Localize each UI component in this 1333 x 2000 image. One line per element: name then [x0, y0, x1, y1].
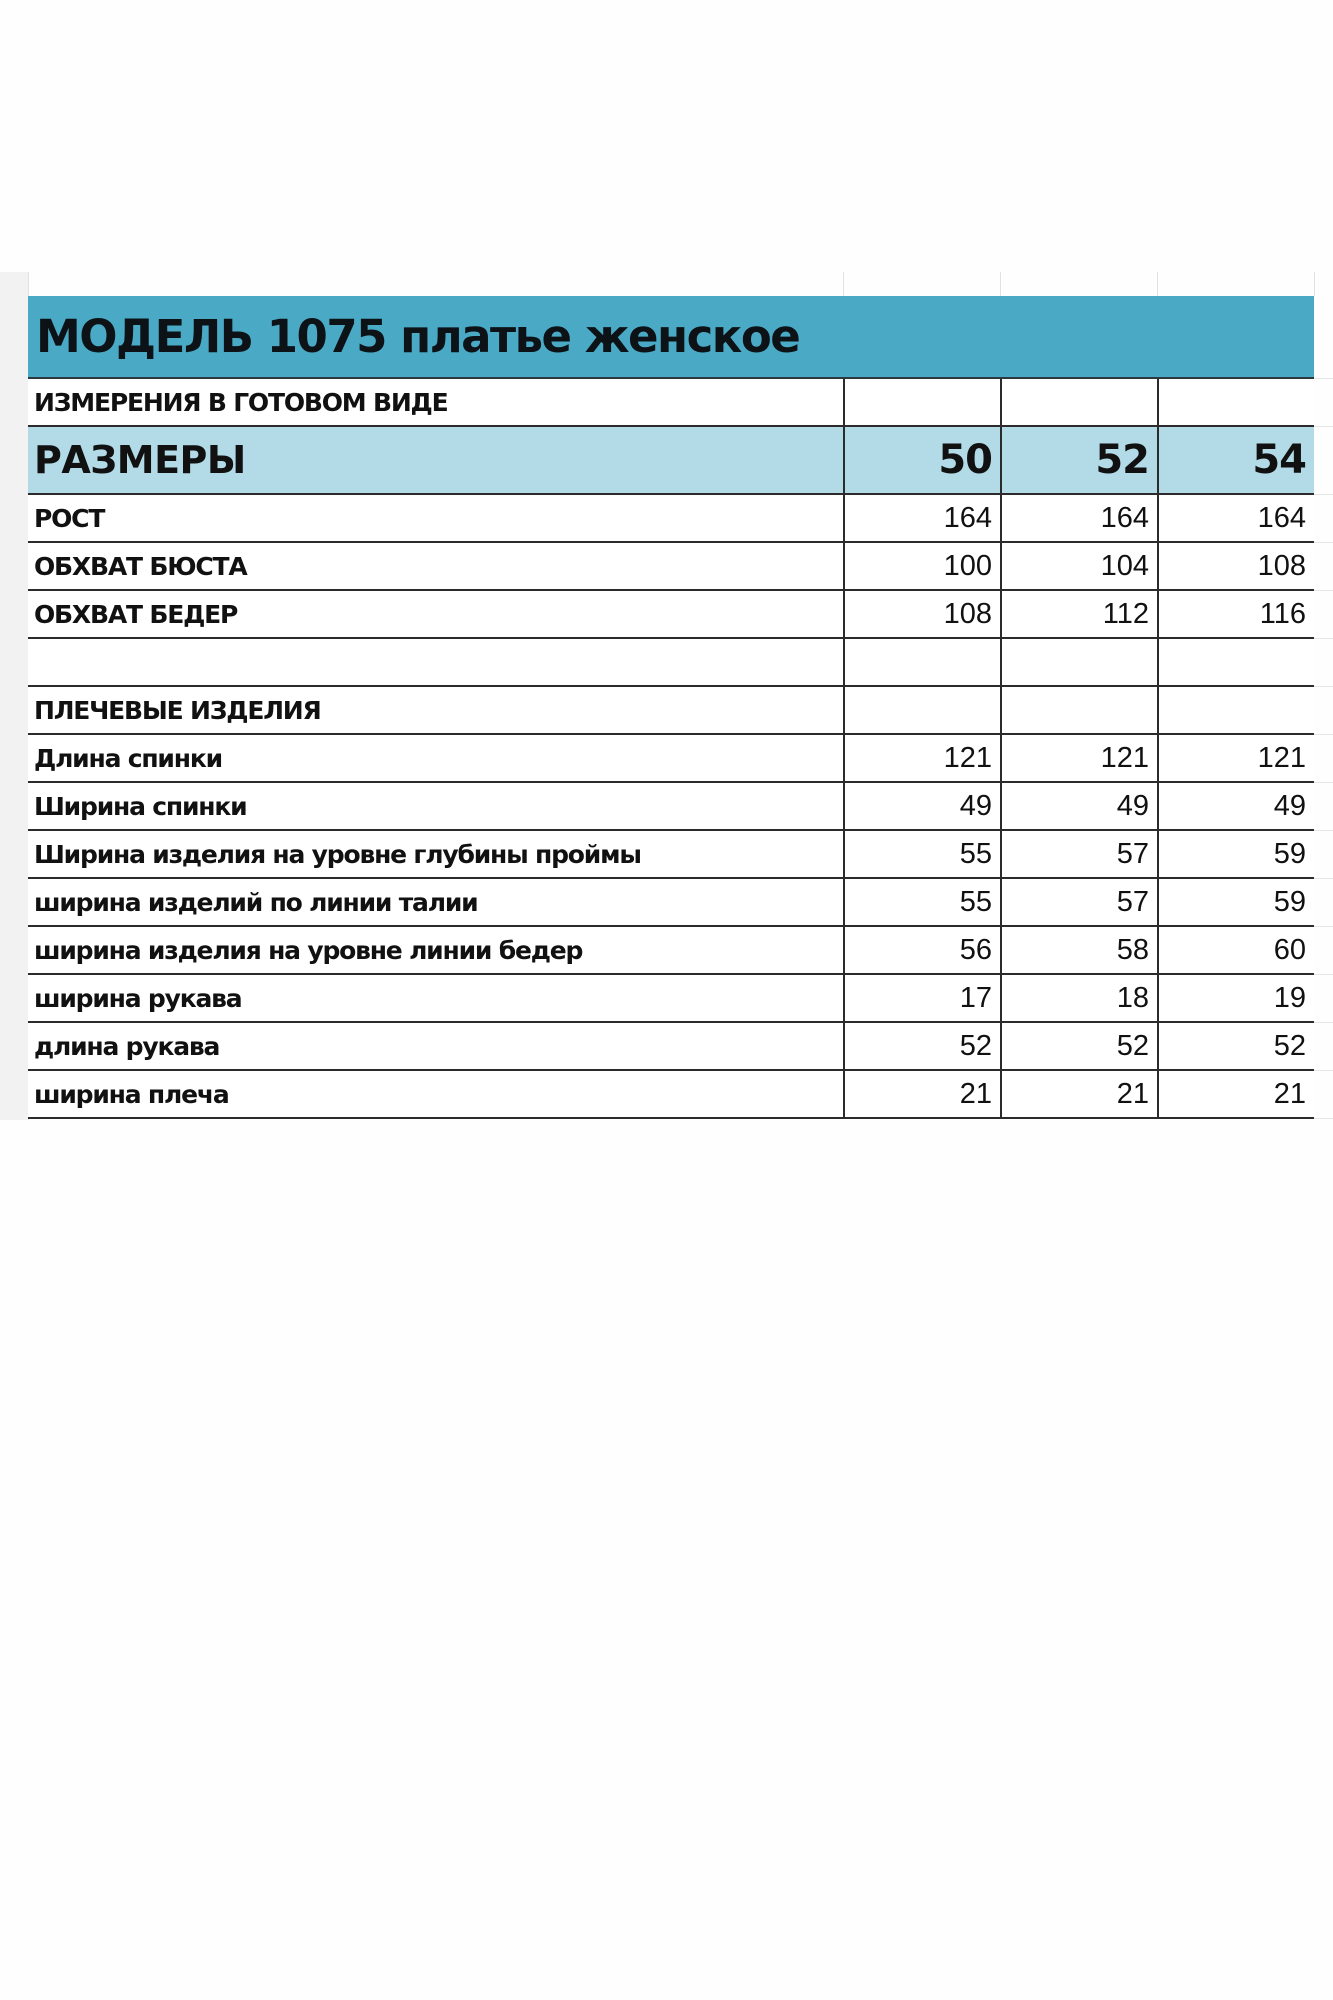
table-row: [28, 735, 1314, 783]
value-cell[interactable]: 49: [1157, 783, 1314, 829]
row-label-cell[interactable]: Ширина спинки: [34, 791, 247, 821]
size-cell[interactable]: 54: [1157, 427, 1314, 493]
table-row: [28, 639, 1314, 687]
row-label-cell[interactable]: ширина изделий по линии талии: [34, 887, 478, 917]
gridline: [843, 272, 844, 296]
value-cell[interactable]: 17: [843, 975, 1000, 1021]
row-label-cell[interactable]: Ширина изделия на уровне глубины проймы: [34, 839, 641, 869]
gridline: [1000, 272, 1001, 296]
value-cell[interactable]: 108: [1157, 543, 1314, 589]
value-cell[interactable]: 121: [1157, 735, 1314, 781]
empty-cell[interactable]: [1000, 379, 1157, 425]
table-row: [28, 495, 1314, 543]
value-cell[interactable]: 58: [1000, 927, 1157, 973]
empty-cell[interactable]: [1157, 379, 1314, 425]
value-cell[interactable]: [843, 687, 1000, 733]
row-label-cell[interactable]: ОБХВАТ БЮСТА: [34, 551, 247, 581]
sizes-label-cell[interactable]: РАЗМЕРЫ: [34, 438, 246, 482]
value-cell[interactable]: 60: [1157, 927, 1314, 973]
value-cell[interactable]: 52: [1157, 1023, 1314, 1069]
value-cell[interactable]: [1157, 687, 1314, 733]
value-cell[interactable]: 49: [1000, 783, 1157, 829]
value-cell[interactable]: [1000, 687, 1157, 733]
table-row: [28, 687, 1314, 735]
value-cell[interactable]: 52: [843, 1023, 1000, 1069]
empty-cell[interactable]: [843, 379, 1000, 425]
subtitle-cell[interactable]: ИЗМЕРЕНИЯ В ГОТОВОМ ВИДЕ: [34, 387, 448, 417]
row-label-cell[interactable]: Длина спинки: [34, 743, 222, 773]
value-cell[interactable]: 21: [1000, 1071, 1157, 1117]
row-label-cell[interactable]: РОСТ: [34, 503, 105, 533]
row-header-gutter: [0, 272, 29, 1120]
value-cell[interactable]: 164: [843, 495, 1000, 541]
gridline: [1157, 272, 1158, 296]
value-cell[interactable]: 21: [843, 1071, 1000, 1117]
value-cell[interactable]: 21: [1157, 1071, 1314, 1117]
value-cell[interactable]: [1157, 639, 1314, 685]
value-cell[interactable]: 57: [1000, 879, 1157, 925]
value-cell[interactable]: 112: [1000, 591, 1157, 637]
empty-grid-column: [1314, 296, 1333, 1120]
value-cell[interactable]: 116: [1157, 591, 1314, 637]
table-row: [28, 831, 1314, 879]
gridline: [1314, 272, 1315, 296]
value-cell[interactable]: [843, 639, 1000, 685]
value-cell[interactable]: 55: [843, 879, 1000, 925]
row-label-cell[interactable]: длина рукава: [34, 1031, 220, 1061]
value-cell[interactable]: 49: [843, 783, 1000, 829]
table-row: [28, 879, 1314, 927]
row-label-cell[interactable]: ПЛЕЧЕВЫЕ ИЗДЕЛИЯ: [34, 695, 321, 725]
value-cell[interactable]: 104: [1000, 543, 1157, 589]
value-cell[interactable]: 52: [1000, 1023, 1157, 1069]
value-cell[interactable]: 164: [1000, 495, 1157, 541]
row-label-cell[interactable]: [28, 639, 843, 685]
value-cell[interactable]: [1000, 639, 1157, 685]
value-cell[interactable]: 108: [843, 591, 1000, 637]
value-cell[interactable]: 59: [1157, 831, 1314, 877]
sizes-header-row: [28, 427, 1314, 495]
row-label-cell[interactable]: ширина изделия на уровне линии бедер: [34, 935, 583, 965]
row-label-cell[interactable]: ОБХВАТ БЕДЕР: [34, 599, 238, 629]
subtitle-row: [28, 379, 1314, 427]
value-cell[interactable]: 121: [843, 735, 1000, 781]
value-cell[interactable]: 59: [1157, 879, 1314, 925]
value-cell[interactable]: 55: [843, 831, 1000, 877]
size-cell[interactable]: 50: [843, 427, 1000, 493]
size-cell[interactable]: 52: [1000, 427, 1157, 493]
table-row: [28, 975, 1314, 1023]
table-row: [28, 543, 1314, 591]
size-chart-table: [28, 296, 1314, 1119]
value-cell[interactable]: 18: [1000, 975, 1157, 1021]
value-cell[interactable]: 164: [1157, 495, 1314, 541]
row-label-cell[interactable]: ширина плеча: [34, 1079, 229, 1109]
row-label-cell[interactable]: ширина рукава: [34, 983, 242, 1013]
table-title: МОДЕЛЬ 1075 платье женское: [28, 296, 1314, 379]
value-cell[interactable]: 56: [843, 927, 1000, 973]
table-row: [28, 927, 1314, 975]
table-row: [28, 1023, 1314, 1071]
value-cell[interactable]: 19: [1157, 975, 1314, 1021]
table-row: [28, 591, 1314, 639]
value-cell[interactable]: 121: [1000, 735, 1157, 781]
value-cell[interactable]: 57: [1000, 831, 1157, 877]
table-row: [28, 1071, 1314, 1119]
table-row: [28, 783, 1314, 831]
value-cell[interactable]: 100: [843, 543, 1000, 589]
